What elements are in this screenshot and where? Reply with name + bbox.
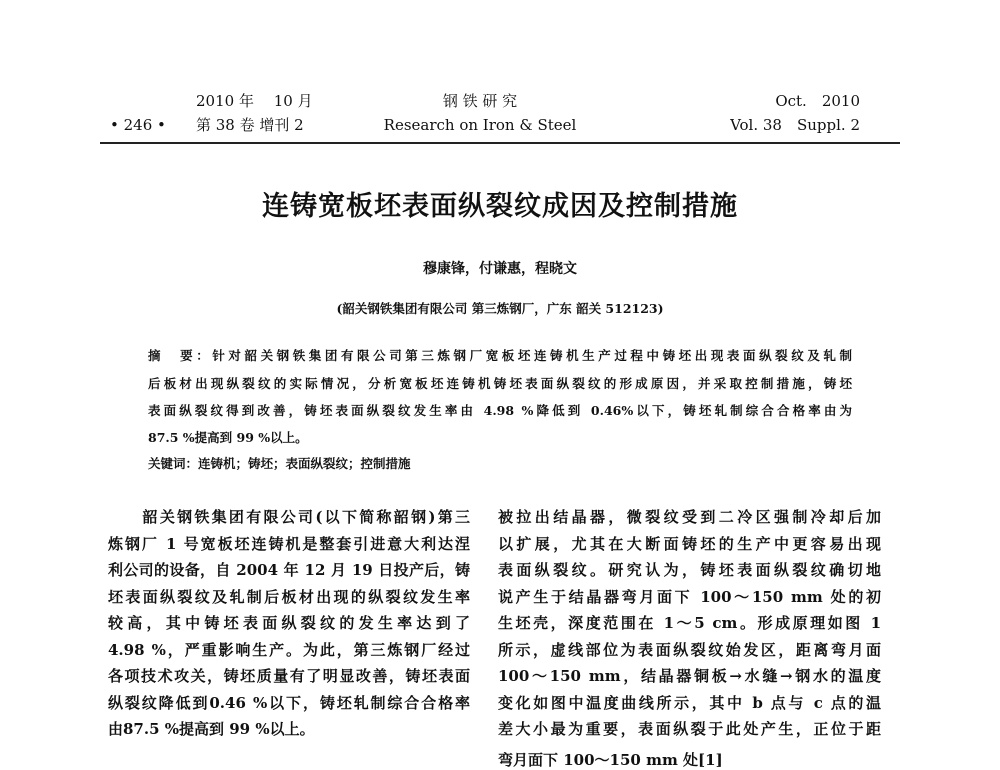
keywords-text: 连铸机；铸坯；表面纵裂纹；控制措施 [198,456,411,471]
keywords [148,455,852,473]
header-volume-en: Vol. 38 Suppl. 2 [730,116,860,134]
paper-title: 连铸宽板坯表面纵裂纹成因及控制措施 [262,191,738,222]
body-line: 所示，虚线部位为表面纵裂纹始发区，距离弯月面 [498,641,881,659]
header-date-cn: 2010 年 10 月 [196,92,313,110]
authors: 穆康锋，付谦惠，程晓文 [423,261,577,277]
body-line: 被拉出结晶器，微裂纹受到二冷区强制冷却后加 [498,508,881,526]
journal-title-cn: 钢 铁 研 究 [442,92,518,110]
abstract-line: 表面纵裂纹得到改善，铸坯表面纵裂纹发生率由 4.98 %降低到 0.46%以下，铸坯轧制综合合格率由为 [148,403,852,418]
body-line: 坯表面纵裂纹及轧制后板材出现的纵裂纹发生率 [108,588,470,606]
abstract-line: 后板材出现纵裂纹的实际情况，分析宽板坯连铸机铸坯表面纵裂纹的形成原因，并采取控制措施，铸坯 [148,376,852,391]
header-volume-cn: 第 38 卷 增刊 2 [196,116,304,134]
body-line: 变化如图中温度曲线所示，其中 b 点与 c 点的温 [498,694,881,712]
body-line: 韶关钢铁集团有限公司(以下简称韶钢)第三 [108,508,470,526]
body-line: 4.98 %，严重影响生产。为此，第三炼钢厂经过 [108,641,470,659]
affiliation: (韶关钢铁集团有限公司 第三炼钢厂，广东 韶关 512123) [336,301,664,316]
body-line: 由87.5 %提高到 99 %以上。 [108,720,315,738]
header-rule [100,142,900,144]
abstract-line: 针对韶关钢铁集团有限公司第三炼钢厂宽板坯连铸机生产过程中铸坯出现表面纵裂纹及轧制 [212,348,852,363]
keywords-label: 关键词： [148,456,199,471]
header-date-en: Oct. 2010 [775,92,860,110]
body-line: 生坯壳，深度范围在 1～5 cm。形成原理如图 1 [498,614,881,632]
body-line: 较高，其中铸坯表面纵裂纹的发生率达到了 [108,614,470,632]
body-line: 炼钢厂 1 号宽板坯连铸机是整套引进意大利达涅 [108,535,470,553]
body-line: 100～150 mm，结晶器铜板→水缝→钢水的温度 [498,667,881,685]
abstract-label: 摘 要： [148,348,213,363]
body-line: 表面纵裂纹。研究认为，铸坯表面纵裂纹确切地 [498,561,881,579]
body-line: 说产生于结晶器弯月面下 100～150 mm 处的初 [498,588,881,606]
body-line: 利公司的设备，自 2004 年 12 月 19 日投产后，铸 [108,561,470,579]
abstract-line: 87.5 %提高到 99 %以上。 [148,430,308,445]
journal-title-en: Research on Iron & Steel [383,116,577,134]
body-line-clipped: 弯月面下 100～150 mm 处[1] [498,751,723,769]
body-line: 各项技术攻关，铸坯质量有了明显改善，铸坯表面 [108,667,470,685]
body-line: 纵裂纹降低到0.46 %以下，铸坯轧制综合合格率 [108,694,470,712]
body-line: 差大小最为重要，表面纵裂于此处产生，正位于距 [498,720,881,738]
body-line: 以扩展，尤其在大断面铸坯的生产中更容易出现 [498,535,881,553]
page-number: • 246 • [110,116,166,134]
